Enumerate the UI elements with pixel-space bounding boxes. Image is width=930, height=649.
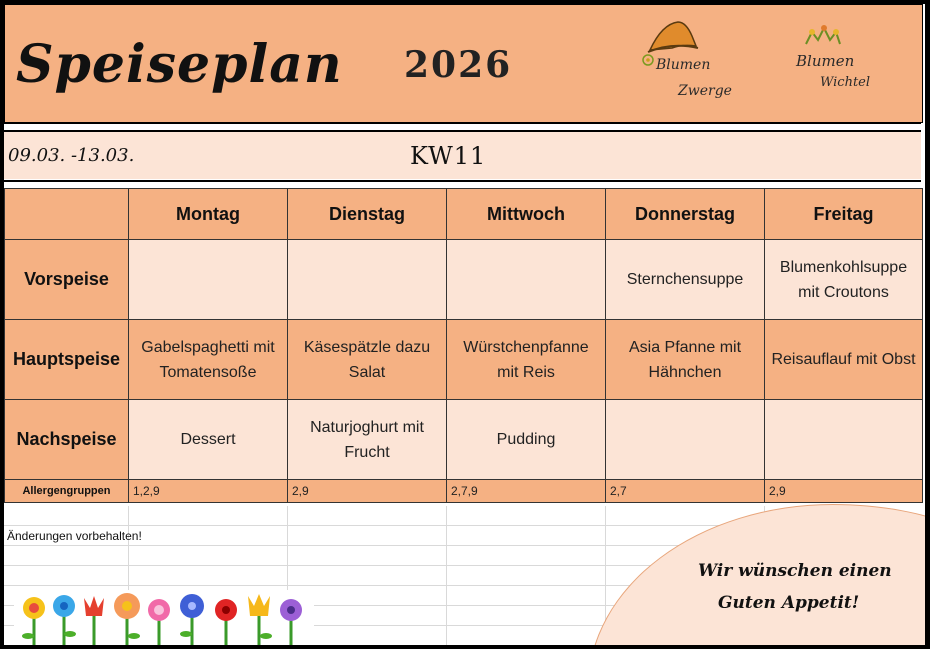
allergy-cell: 1,2,9 — [129, 480, 288, 503]
menu-cell — [129, 240, 288, 320]
day-header: Montag — [129, 189, 288, 240]
allergy-label: Allergengruppen — [5, 480, 129, 503]
menu-cell: Würstchenpfanne mit Reis — [447, 320, 606, 400]
allergy-row — [5, 480, 923, 503]
menu-cell: Reisauflauf mit Obst — [765, 320, 923, 400]
allergy-cell: 2,7,9 — [447, 480, 606, 503]
menu-cell: Käsespätzle dazu Salat — [288, 320, 447, 400]
grid-line — [446, 506, 447, 645]
year-label: 2026 — [404, 44, 513, 86]
logo2-line1: Blumen — [796, 52, 855, 70]
menu-cell: Pudding — [447, 400, 606, 480]
menu-cell: Naturjoghurt mit Frucht — [288, 400, 447, 480]
blumenwichtel-logo — [790, 22, 890, 112]
menu-cell: Asia Pfanne mit Hähnchen — [606, 320, 765, 400]
day-header: Freitag — [765, 189, 923, 240]
allergy-cell: 2,9 — [288, 480, 447, 503]
day-header: Mittwoch — [447, 189, 606, 240]
course-label: Vorspeise — [5, 240, 129, 320]
flowers-illustration — [14, 590, 314, 645]
date-range: 09.03. -13.03. — [8, 145, 135, 166]
logo2-line2: Wichtel — [820, 75, 871, 90]
logo1-line1: Blumen — [656, 57, 711, 73]
menu-sheet — [4, 4, 925, 645]
blumenzwerge-logo — [632, 16, 734, 112]
course-row-nachspeise — [5, 400, 923, 480]
calendar-week: KW11 — [410, 142, 487, 170]
menu-cell — [447, 240, 606, 320]
day-header: Dienstag — [288, 189, 447, 240]
rule-date-bottom — [4, 180, 921, 182]
allergy-cell: 2,9 — [765, 480, 923, 503]
course-row-hauptspeise — [5, 320, 923, 400]
corner-cell — [5, 189, 129, 240]
course-label: Nachspeise — [5, 400, 129, 480]
flowers-icon — [14, 590, 314, 645]
day-header: Donnerstag — [606, 189, 765, 240]
changes-note: Änderungen vorbehalten! — [7, 529, 142, 543]
menu-cell: Dessert — [129, 400, 288, 480]
day-header-row — [5, 189, 923, 240]
menu-cell: Gabelspaghetti mit Tomatensoße — [129, 320, 288, 400]
flower-crown-icon — [802, 24, 842, 48]
menu-cell — [765, 400, 923, 480]
menu-cell: Blumenkohlsuppe mit Croutons — [765, 240, 923, 320]
greeting-line-2: Guten Appetit! — [718, 593, 860, 613]
rule-top — [4, 122, 921, 124]
course-row-vorspeise — [5, 240, 923, 320]
course-label: Hauptspeise — [5, 320, 129, 400]
allergy-cell: 2,7 — [606, 480, 765, 503]
page-title: Speiseplan — [16, 34, 343, 95]
menu-cell — [288, 240, 447, 320]
menu-table — [4, 188, 923, 503]
logo1-line2: Zwerge — [678, 83, 732, 99]
greeting-line-1: Wir wünschen einen — [698, 561, 892, 581]
rule-date-top — [4, 130, 921, 132]
menu-cell: Sternchensuppe — [606, 240, 765, 320]
menu-cell — [606, 400, 765, 480]
